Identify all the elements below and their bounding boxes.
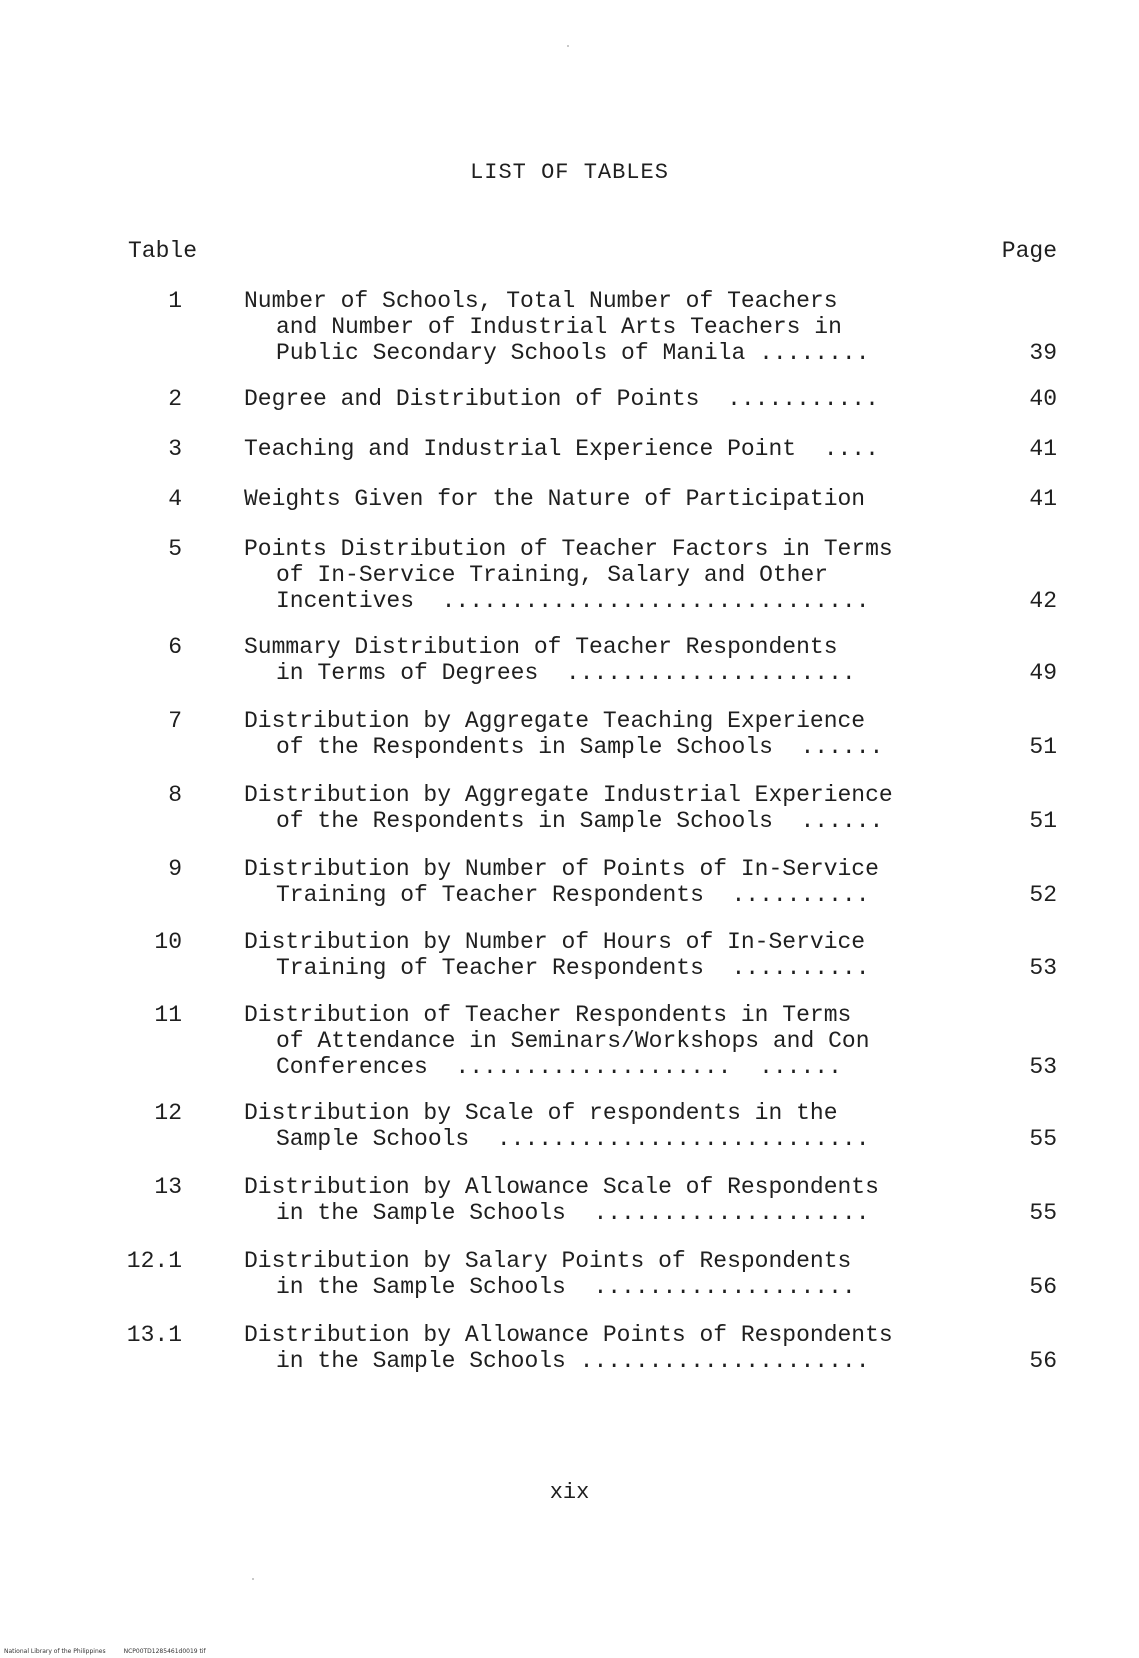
table-title-line: of the Respondents in Sample Schools ...... <box>276 808 884 834</box>
scan-speck <box>567 45 569 47</box>
table-title-line: in the Sample Schools .................... <box>276 1200 870 1226</box>
table-title-line: Degree and Distribution of Points ........... <box>244 386 879 412</box>
table-number: 12 <box>154 1100 182 1126</box>
table-row <box>0 386 1139 438</box>
page-number: 39 <box>1029 340 1057 366</box>
page-number: 53 <box>1029 1054 1057 1080</box>
table-title <box>244 1100 1004 1152</box>
page-number: 41 <box>1029 486 1057 512</box>
table-title <box>244 782 1004 834</box>
page-number: 55 <box>1029 1200 1057 1226</box>
table-title-line: Distribution by Salary Points of Respondents <box>244 1248 852 1274</box>
table-title-line: Number of Schools, Total Number of Teachers <box>244 288 838 314</box>
table-title-line: Training of Teacher Respondents .......... <box>276 882 870 908</box>
table-title-line: and Number of Industrial Arts Teachers in <box>276 314 842 340</box>
table-row <box>0 1174 1139 1226</box>
table-title <box>244 486 1004 512</box>
table-title-line: in the Sample Schools ..................... <box>276 1348 870 1374</box>
page-number: 52 <box>1029 882 1057 908</box>
table-number: 12.1 <box>126 1248 182 1274</box>
table-title <box>244 386 1004 412</box>
table-title-line: Points Distribution of Teacher Factors in Terms <box>244 536 893 562</box>
scan-speck <box>252 1578 254 1580</box>
table-row <box>0 486 1139 538</box>
page-number: 40 <box>1029 386 1057 412</box>
table-number: 10 <box>154 929 182 955</box>
table-number: 11 <box>154 1002 182 1028</box>
table-title-line: Incentives ............................... <box>276 588 870 614</box>
table-title <box>244 708 1004 760</box>
table-number: 13.1 <box>126 1322 182 1348</box>
table-title <box>244 856 1004 908</box>
table-title <box>244 436 1004 462</box>
page-number-roman: xix <box>549 1480 590 1505</box>
page-number: 42 <box>1029 588 1057 614</box>
table-title-line: Summary Distribution of Teacher Respondents <box>244 634 838 660</box>
table-title <box>244 929 1004 981</box>
table-title-line: in the Sample Schools ................... <box>276 1274 856 1300</box>
page-number: 53 <box>1029 955 1057 981</box>
table-number: 13 <box>154 1174 182 1200</box>
table-title-line: of In-Service Training, Salary and Other <box>276 562 829 588</box>
table-title <box>244 1002 1004 1080</box>
table-row <box>0 782 1139 834</box>
table-title <box>244 1322 1004 1374</box>
table-title <box>244 634 1004 686</box>
page-number: 51 <box>1029 808 1057 834</box>
table-row <box>0 536 1139 614</box>
table-number: 9 <box>168 856 182 882</box>
table-title-line: of the Respondents in Sample Schools ...... <box>276 734 884 760</box>
table-title-line: Distribution by Number of Hours of In-Service <box>244 929 866 955</box>
table-number: 3 <box>168 436 182 462</box>
table-row <box>0 708 1139 760</box>
table-number: 8 <box>168 782 182 808</box>
table-row <box>0 1100 1139 1152</box>
table-title-line: Distribution by Aggregate Industrial Experience <box>244 782 893 808</box>
table-title-line: Teaching and Industrial Experience Point .... <box>244 436 879 462</box>
table-row <box>0 1248 1139 1300</box>
column-header-table: Table <box>128 238 198 264</box>
table-title <box>244 536 1004 614</box>
table-title-line: in Terms of Degrees ..................... <box>276 660 856 686</box>
table-title-line: Distribution by Allowance Points of Respondents <box>244 1322 893 1348</box>
page-number: 51 <box>1029 734 1057 760</box>
page-number: 41 <box>1029 436 1057 462</box>
page-number: 55 <box>1029 1126 1057 1152</box>
page-number: 49 <box>1029 660 1057 686</box>
table-title-line: Distribution by Number of Points of In-Service <box>244 856 879 882</box>
table-row <box>0 1322 1139 1374</box>
column-header-page: Page <box>1001 238 1057 264</box>
table-title-line: Distribution of Teacher Respondents in Terms <box>244 1002 852 1028</box>
table-title-line: Sample Schools ........................... <box>276 1126 870 1152</box>
table-title <box>244 1248 1004 1300</box>
table-number: 7 <box>168 708 182 734</box>
table-row <box>0 634 1139 686</box>
table-number: 1 <box>168 288 182 314</box>
table-title-line: Weights Given for the Nature of Participation <box>244 486 866 512</box>
table-number: 2 <box>168 386 182 412</box>
table-title-line: Training of Teacher Respondents .......... <box>276 955 870 981</box>
table-title <box>244 1174 1004 1226</box>
table-number: 4 <box>168 486 182 512</box>
table-number: 6 <box>168 634 182 660</box>
table-row <box>0 288 1139 366</box>
table-title-line: Conferences .................... ...... <box>276 1054 842 1080</box>
page-number: 56 <box>1029 1348 1057 1374</box>
table-title-line: Distribution by Scale of respondents in the <box>244 1100 838 1126</box>
table-title-line: of Attendance in Seminars/Workshops and Con <box>276 1028 870 1054</box>
table-number: 5 <box>168 536 182 562</box>
table-title <box>244 288 1004 366</box>
page-number: 56 <box>1029 1274 1057 1300</box>
table-row <box>0 436 1139 488</box>
scan-credit-file: NCP00TD1285461d0019 tif <box>123 1648 206 1655</box>
table-title-line: Distribution by Allowance Scale of Respondents <box>244 1174 879 1200</box>
table-row <box>0 1002 1139 1080</box>
table-row <box>0 929 1139 981</box>
scan-credit <box>4 1648 206 1655</box>
page-title: LIST OF TABLES <box>470 160 669 185</box>
table-row <box>0 856 1139 908</box>
scan-credit-library: National Library of the Philippines <box>4 1648 106 1655</box>
table-title-line: Distribution by Aggregate Teaching Experience <box>244 708 866 734</box>
table-title-line: Public Secondary Schools of Manila ........ <box>276 340 870 366</box>
